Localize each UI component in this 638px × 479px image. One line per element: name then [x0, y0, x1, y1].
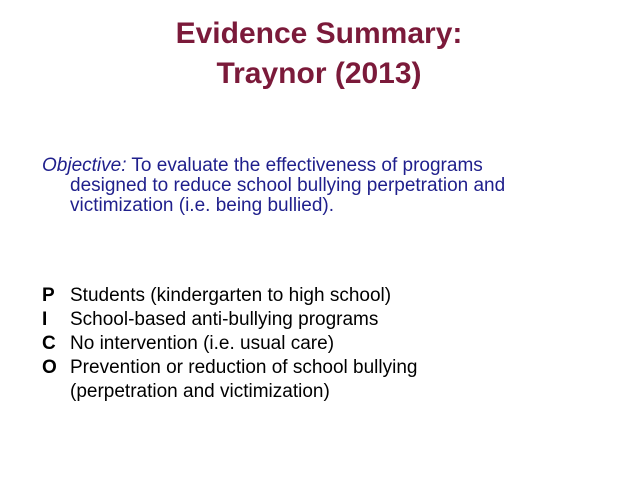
pico-row-c: [42, 332, 622, 356]
objective-line-2: designed to reduce school bullying perpetration and: [70, 175, 506, 196]
pico-text: Prevention or reduction of school bullying: [70, 357, 418, 378]
title-line-1: Evidence Summary:: [175, 17, 463, 50]
pico-text-block: [70, 356, 622, 404]
pico-letter: I: [42, 309, 48, 330]
objective-text-1: To evaluate the effectiveness of programs: [131, 155, 483, 176]
slide-title: [0, 14, 638, 94]
pico-text: No intervention (i.e. usual care): [70, 333, 335, 354]
objective-line-1: [42, 156, 612, 176]
objective-label: Objective:: [42, 155, 127, 176]
pico-row-i: [42, 308, 622, 332]
pico-text: School-based anti-bullying programs: [70, 309, 379, 330]
pico-row-p: [42, 284, 622, 308]
pico-letter: C: [42, 333, 56, 354]
pico-letter: O: [42, 357, 57, 378]
pico-row-o: [42, 356, 622, 404]
pico-list: [42, 284, 622, 404]
objective-block: [42, 156, 612, 216]
pico-text: Students (kindergarten to high school): [70, 285, 392, 306]
title-line-2: Traynor (2013): [216, 57, 422, 90]
pico-letter: P: [42, 285, 55, 306]
pico-text-continued: (perpetration and victimization): [70, 381, 330, 402]
objective-line-3: victimization (i.e. being bullied).: [70, 195, 335, 216]
